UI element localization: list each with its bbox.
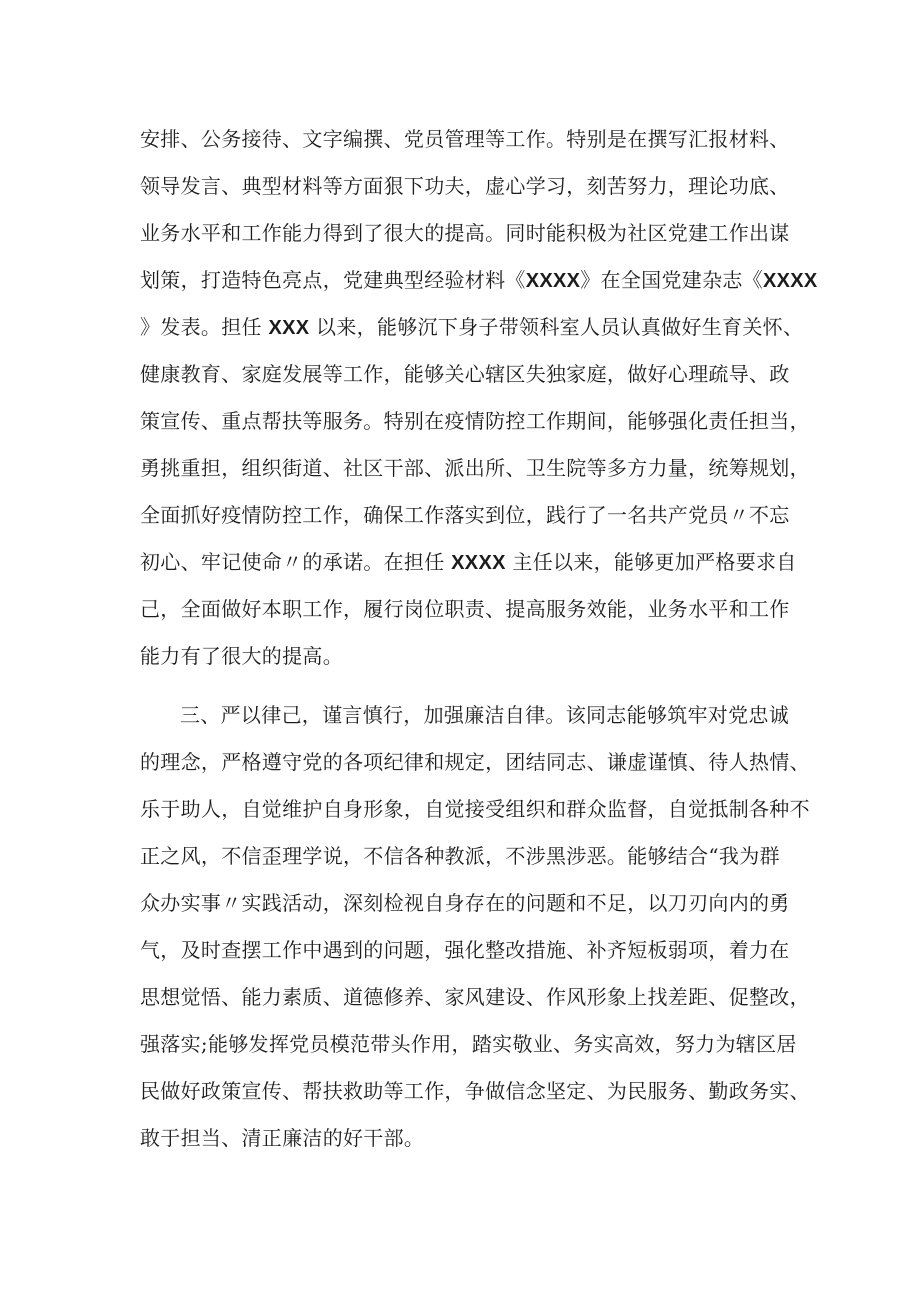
paragraph-line: 》发表。担任 XXX 以来，能够沉下身子带领科室人员认真做好生育关怀、 [140, 315, 804, 339]
paragraph-line: 强落实;能够发挥党员模范带头作用，踏实敬业、务实高效，努力为辖区居 [140, 1032, 797, 1056]
paragraph-line: 业务水平和工作能力得到了很大的提高。同时能积极为社区党建工作出谋 [140, 221, 790, 245]
placeholder-text: XXXX [451, 552, 506, 574]
paragraph-line: 乐于助人，自觉维护自身形象，自觉接受组织和群众监督，自觉抵制各种不 [140, 797, 810, 821]
paragraph-line: 气，及时查摆工作中遇到的问题，强化整改措施、补齐短板弱项，着力在 [140, 938, 790, 962]
paragraph-line: 初心、牢记使命〃的承诺。在担任 XXXX 主任以来，能够更加严格要求自 [140, 550, 797, 574]
paragraph-line: 全面抓好疫情防控工作，确保工作落实到位，践行了一名共产党员〃不忘 [140, 503, 790, 527]
paragraph-line: 策宣传、重点帮扶等服务。特别在疫情防控工作期间，能够强化责任担当， [140, 409, 810, 433]
paragraph-line: 能力有了很大的提高。 [140, 644, 343, 668]
paragraph-line: 思想觉悟、能力素质、道德修养、家风建设、作风形象上找差距、促整改， [140, 985, 810, 1009]
paragraph-line: 敢于担当、清正廉洁的好干部。 [140, 1126, 425, 1150]
paragraph-line: 的理念，严格遵守党的各项纪律和规定，团结同志、谦虚谨慎、待人热情、 [140, 750, 810, 774]
paragraph-line: 己，全面做好本职工作，履行岗位职责、提高服务效能，业务水平和工作 [140, 597, 790, 621]
paragraph-line: 正之风，不信歪理学说，不信各种教派，不涉黑涉恶。能够结合“我为群 [140, 844, 780, 868]
paragraph-line: 领导发言、典型材料等方面狠下功夫，虚心学习，刻苦努力，理论功底、 [140, 174, 790, 198]
placeholder-text: XXX [268, 317, 310, 339]
paragraph-line: 健康教育、家庭发展等工作，能够关心辖区失独家庭，做好心理疏导、政 [140, 362, 790, 386]
placeholder-text: XXXX [762, 270, 818, 292]
placeholder-text: XXXX [525, 270, 581, 292]
paragraph-line: 民做好政策宣传、帮扶救助等工作，争做信念坚定、为民服务、勤政务实、 [140, 1079, 810, 1103]
paragraph-line: 众办实事〃实践活动，深刻检视自身存在的问题和不足，以刀刃向内的勇 [140, 891, 790, 915]
paragraph-line: 安排、公务接待、文字编撰、党员管理等工作。特别是在撰写汇报材料、 [140, 127, 790, 151]
paragraph-line: 勇挑重担，组织街道、社区干部、派出所、卫生院等多方力量，统筹规划， [140, 456, 810, 480]
paragraph-line: 划策，打造特色亮点，党建典型经验材料《XXXX》在全国党建杂志《XXXX [140, 268, 818, 292]
section-heading-line: 三、严以律己，谨言慎行，加强廉洁自律。该同志能够筑牢对党忠诚 [180, 703, 789, 727]
